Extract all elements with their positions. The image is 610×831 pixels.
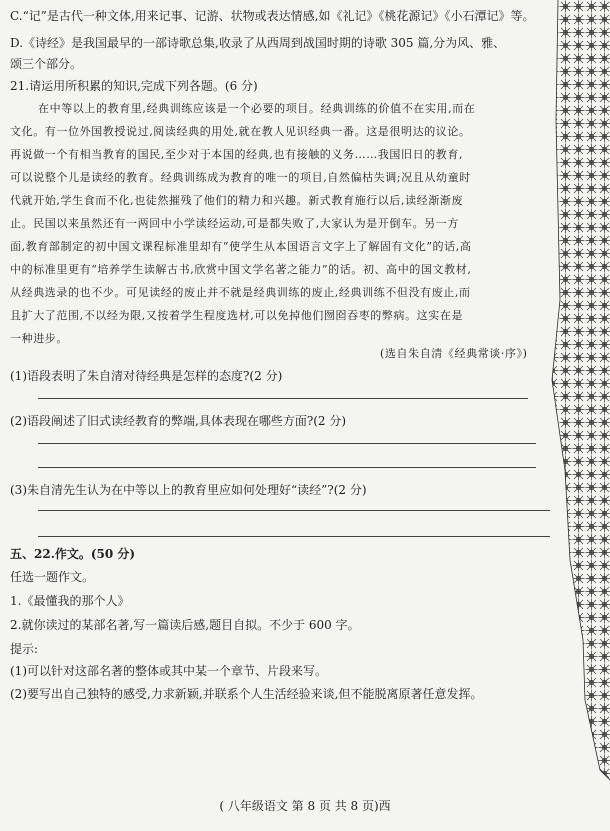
answer-line[interactable] — [38, 467, 536, 468]
q21-sub-question-2: (2)语段阐述了旧式读经教育的弊端,具体表现在哪些方面?(2 分) — [10, 414, 347, 428]
q20-option-d-line1: D.《诗经》是我国最早的一部诗歌总集,收录了从西周到战国时期的诗歌 305 篇,分为风、雅、 — [10, 36, 506, 50]
q22-hint-label: 提示: — [10, 642, 39, 656]
q21-passage-line: 可以说整个儿是读经的教育。经典训练成为教育的唯一的项目,自然偏枯失调;况且从幼童时 — [10, 171, 471, 184]
q22-topic-1: 1.《最懂我的那个人》 — [10, 594, 130, 608]
q21-passage-line: 再说做一个有相当教育的国民,至少对于本国的经典,也有接触的义务……我国旧日的教育, — [10, 148, 464, 161]
q22-hint-1: (1)可以针对这部名著的整体或其中某一个章节、片段来写。 — [10, 664, 328, 678]
q21-passage-line: 代就开始,学生食而不化,也徒然摧残了他们的精力和兴趣。新式教育施行以后,读经渐渐废 — [10, 194, 464, 207]
q22-topic-2: 2.就你读过的某部名著,写一篇读后感,题目自拟。不少于 600 字。 — [10, 618, 360, 632]
q21-sub-question-3: (3)朱自清先生认为在中等以上的教育里应如何处理好“读经”?(2 分) — [10, 483, 367, 497]
q21-passage-line: 一种进步。 — [10, 332, 68, 345]
q21-passage-line: 中的标准里更有“培养学生读解古书,欣赏中国文学名著之能力”的话。初、高中的国文教材, — [10, 263, 472, 276]
q21-sub-question-1: (1)语段表明了朱自清对待经典是怎样的态度?(2 分) — [10, 369, 283, 383]
q21-passage-line: 从经典选录的也不少。可见读经的废止并不就是经典训练的废止,经典训练不但没有废止,而 — [10, 286, 471, 299]
q22-hint-2: (2)要写出自己独特的感受,力求新颖,并联系个人生活经验来谈,但不能脱离原著任意发挥。 — [10, 687, 483, 701]
answer-line[interactable] — [38, 443, 536, 444]
q21-passage-line: 在中等以上的教育里,经典训练应该是一个必要的项目。经典训练的价值不在实用,而在 — [38, 102, 476, 115]
answer-line[interactable] — [38, 510, 550, 511]
q21-source: (选自朱自清《经典常谈·序》) — [380, 347, 528, 360]
q21-passage-line: 面,教育部制定的初中国文课程标准里却有“使学生从本国语言文字上了解固有文化”的话,高 — [10, 240, 472, 253]
q22-instruction: 任选一题作文。 — [10, 570, 95, 584]
answer-line[interactable] — [38, 398, 528, 399]
q20-option-d-line2: 颂三个部分。 — [10, 57, 83, 71]
q20-option-c: C.“记”是古代一种文体,用来记事、记游、状物或表达情感,如《礼记》《桃花源记》《小石潭记》等。 — [10, 9, 535, 23]
answer-line[interactable] — [38, 536, 550, 537]
page-footer: ( 八年级语文 第 8 页 共 8 页)西 — [219, 799, 391, 813]
q21-passage-line: 文化。有一位外国教授说过,阅读经典的用处,就在教人见识经典一番。这是很明达的议论。 — [10, 125, 471, 138]
q22-heading: 五、22.作文。(50 分) — [10, 547, 136, 561]
q21-passage-line: 且扩大了范围,不以经为限,又按着学生程度选材,可以免掉他们囫囵吞枣的弊病。这实在是 — [10, 309, 464, 322]
q21-passage-line: 止。民国以来虽然还有一两回中小学读经运动,可是都失败了,大家认为是开倒车。另一方 — [10, 217, 459, 230]
q21-heading: 21.请运用所积累的知识,完成下列各题。(6 分) — [10, 79, 258, 93]
